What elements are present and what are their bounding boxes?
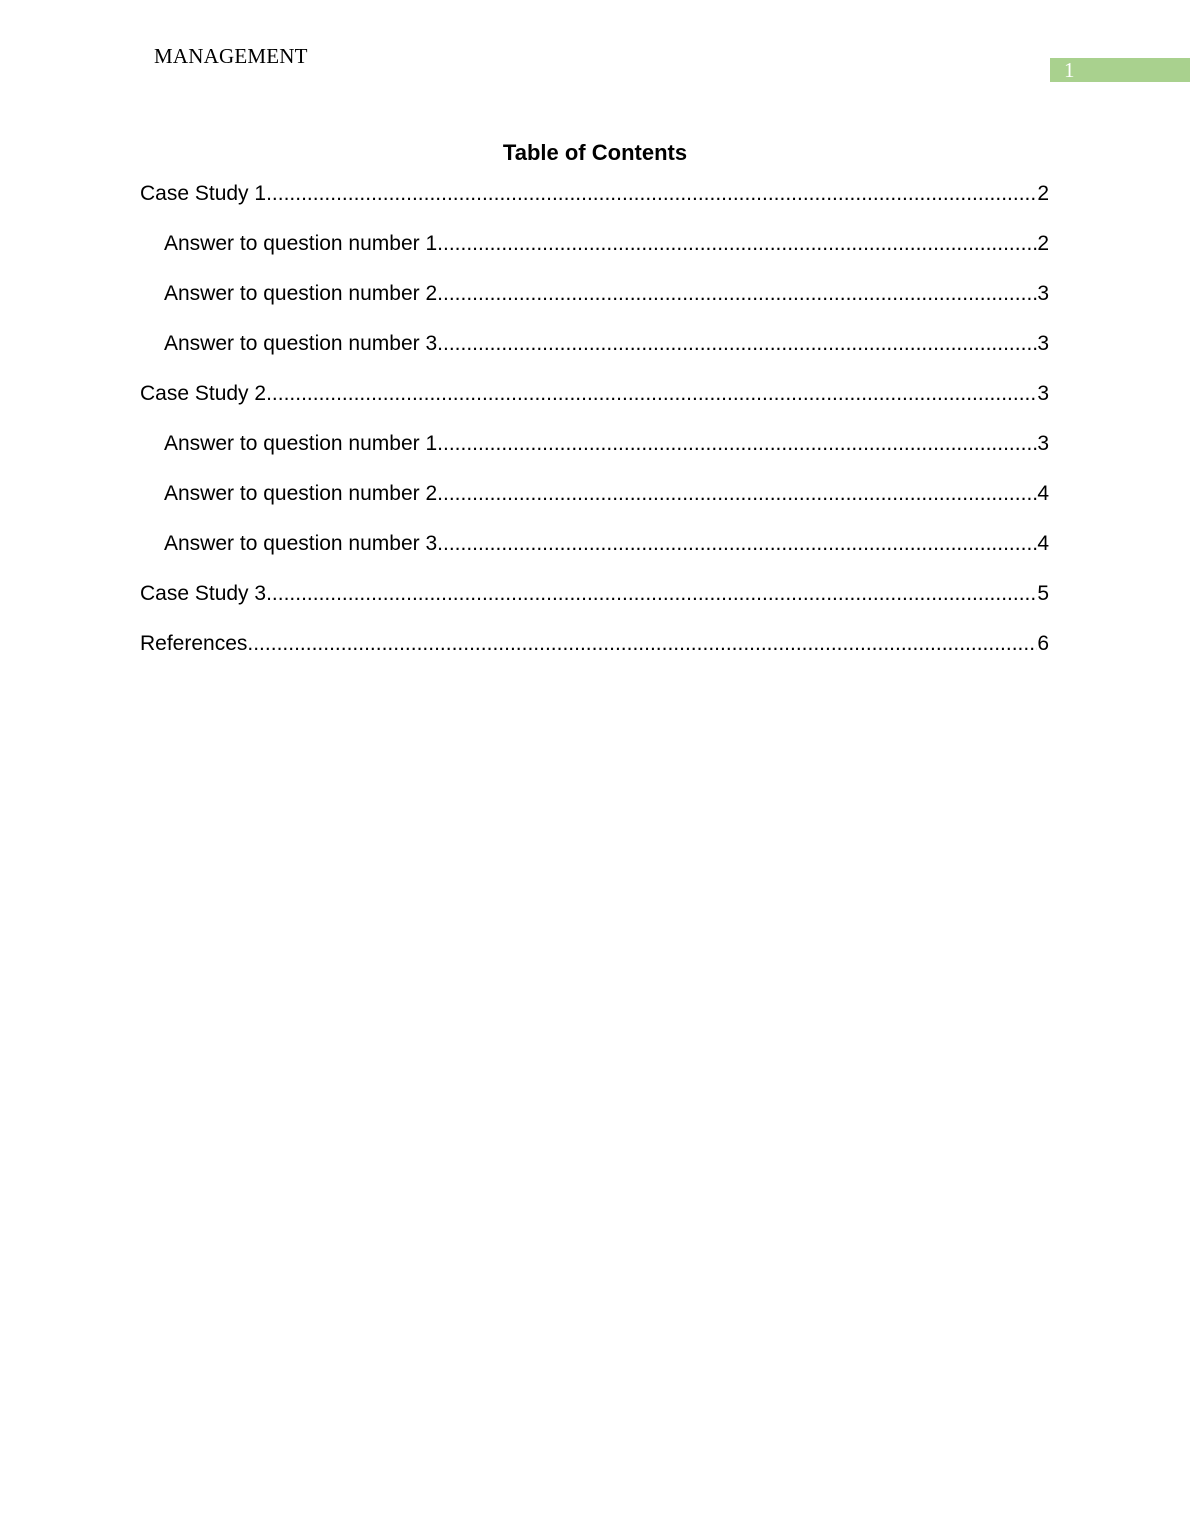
toc-entry-cs1-question-2[interactable] — [140, 281, 1049, 331]
toc-entry-label: Answer to question number 3 — [164, 532, 438, 555]
toc-dot-leader — [437, 431, 1037, 457]
toc-entry-page: 6 — [1037, 632, 1049, 655]
toc-entry-page: 5 — [1037, 582, 1049, 605]
toc-entry-page: 2 — [1037, 232, 1049, 255]
running-head: MANAGEMENT — [154, 44, 308, 68]
toc-entry-page: 4 — [1037, 532, 1049, 555]
toc-entry-page: 3 — [1037, 332, 1049, 355]
toc-entry-cs2-question-3[interactable] — [140, 531, 1049, 581]
toc-entry-cs1-question-3[interactable] — [140, 331, 1049, 381]
toc-dot-leader — [266, 581, 1037, 607]
toc-dot-leader — [437, 531, 1037, 557]
table-of-contents — [140, 181, 1049, 681]
toc-entry-label: Answer to question number 1 — [164, 232, 438, 255]
toc-entry-cs1-question-1[interactable] — [140, 231, 1049, 281]
toc-entry-cs2-question-1[interactable] — [140, 431, 1049, 481]
toc-entry-cs2-question-2[interactable] — [140, 481, 1049, 531]
toc-dot-leader — [437, 231, 1037, 257]
page-number-badge: 1 — [1050, 58, 1190, 82]
toc-entry-page: 3 — [1037, 432, 1049, 455]
toc-entry-page: 4 — [1037, 482, 1049, 505]
toc-dot-leader — [437, 481, 1037, 507]
toc-dot-leader — [437, 281, 1037, 307]
toc-dot-leader — [266, 181, 1037, 207]
toc-title: Table of Contents — [502, 140, 688, 165]
toc-dot-leader — [247, 631, 1037, 657]
toc-entry-case-study-2[interactable] — [140, 381, 1049, 431]
toc-entry-label: Answer to question number 2 — [164, 282, 438, 305]
toc-entry-page: 3 — [1037, 382, 1049, 405]
toc-entry-references[interactable] — [140, 631, 1049, 681]
toc-entry-label: Case Study 1 — [140, 182, 267, 205]
toc-entry-label: Answer to question number 1 — [164, 432, 438, 455]
toc-dot-leader — [437, 331, 1037, 357]
toc-entry-case-study-3[interactable] — [140, 581, 1049, 631]
toc-dot-leader — [266, 381, 1037, 407]
toc-entry-label: Case Study 2 — [140, 382, 267, 405]
toc-entry-label: References — [140, 632, 248, 655]
toc-entry-page: 3 — [1037, 282, 1049, 305]
toc-entry-label: Answer to question number 3 — [164, 332, 438, 355]
toc-entry-label: Case Study 3 — [140, 582, 267, 605]
toc-entry-case-study-1[interactable] — [140, 181, 1049, 231]
toc-entry-label: Answer to question number 2 — [164, 482, 438, 505]
toc-entry-page: 2 — [1037, 182, 1049, 205]
